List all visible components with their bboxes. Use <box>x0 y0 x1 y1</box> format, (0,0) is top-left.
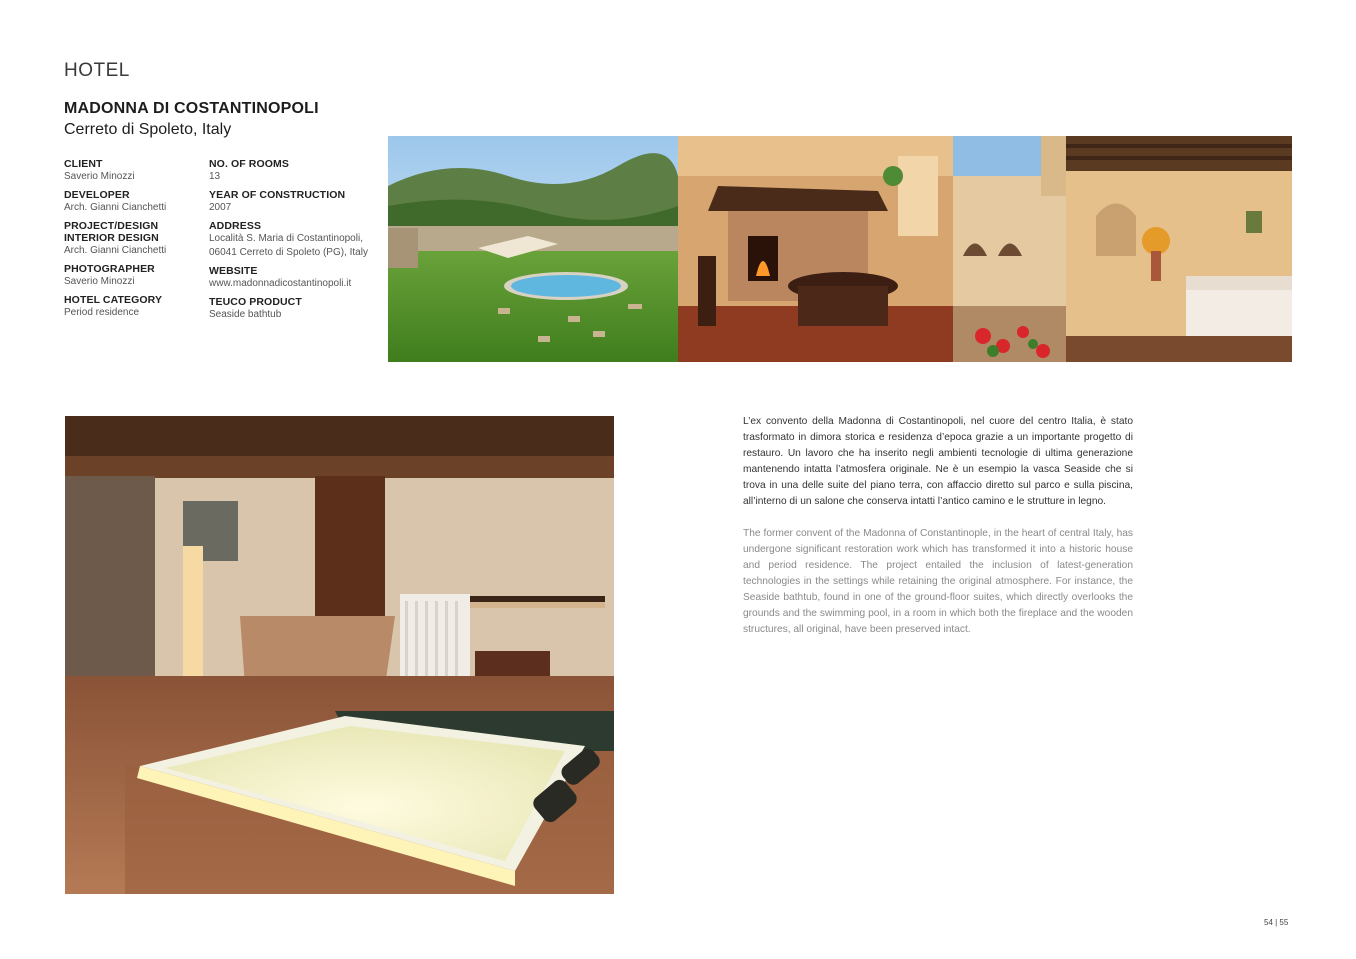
pool-garden-photo <box>388 136 678 362</box>
details-column-right <box>209 158 389 327</box>
detail-value: Period residence <box>64 307 140 318</box>
detail-value: 2007 <box>209 202 232 213</box>
page-numbers: 54 | 55 <box>1264 918 1289 927</box>
description-italian: L’ex convento della Madonna di Costantinopoli, nel cuore del centro Italia, è stato trasformato in dimora storica e residenza d’epoca grazie a un importante progetto di restauro. Un lavoro che ha inserito negli ambienti tecnologie di ultima generazione mantenendo intatta l’atmosfera originale. Ne è un esempio la vasca Seaside che si trova in una delle suite del piano terra, con affaccio diretto sul parco e sulla piscina, all’interno di un salone che conserva intatti l’antico camino e le strutture in legno. <box>743 416 1133 507</box>
detail-value: Seaside bathtub <box>209 309 282 320</box>
detail-year <box>209 189 389 215</box>
detail-value: Località S. Maria di Costantinopoli, 06041 Cerreto di Spoleto (PG), Italy <box>209 233 368 258</box>
detail-label: PHOTOGRAPHER <box>64 263 155 275</box>
detail-label: YEAR OF CONSTRUCTION <box>209 189 346 201</box>
detail-label: ADDRESS <box>209 220 262 232</box>
detail-label: NO. OF ROOMS <box>209 158 289 170</box>
seaside-bathtub-photo <box>65 416 614 894</box>
detail-label: HOTEL CATEGORY <box>64 294 163 306</box>
hotel-location: Cerreto di Spoleto, Italy <box>64 121 232 138</box>
detail-product <box>209 296 389 322</box>
detail-label: TEUCO PRODUCT <box>209 296 302 308</box>
detail-address <box>209 220 389 260</box>
courtyard-photo <box>953 136 1066 362</box>
detail-value: Arch. Gianni Cianchetti <box>64 202 167 213</box>
detail-label: DEVELOPER <box>64 189 130 201</box>
detail-label: PROJECT/DESIGN INTERIOR DESIGN <box>64 220 159 244</box>
detail-value: Saverio Minozzi <box>64 171 135 182</box>
website-link[interactable]: www.madonnadicostantinopoli.it <box>209 278 352 289</box>
detail-rooms <box>209 158 389 184</box>
detail-value: Saverio Minozzi <box>64 276 135 287</box>
detail-website <box>209 265 389 291</box>
fireplace-photo <box>678 136 953 362</box>
description-english: The former convent of the Madonna of Constantinople, in the heart of central Italy, has undergone significant restoration work which has transformed it into a historic house and period residence. The project entailed the inclusion of latest-generation technologies in the settings while retaining the original atmosphere. For instance, the Seaside bathtub, found in one of the ground-floor suites, which directly overlooks the grounds and the swimming pool, in a room in which both the fireplace and the wooden structures, all original, have been preserved intact. <box>743 528 1133 635</box>
detail-label: WEBSITE <box>209 265 258 277</box>
detail-value: 13 <box>209 171 221 182</box>
detail-label: CLIENT <box>64 158 103 170</box>
hotel-name: MADONNA DI COSTANTINOPOLI <box>64 100 319 117</box>
section-label: HOTEL <box>64 60 130 81</box>
bedroom-photo <box>1066 136 1292 362</box>
detail-value: Arch. Gianni Cianchetti <box>64 245 167 256</box>
